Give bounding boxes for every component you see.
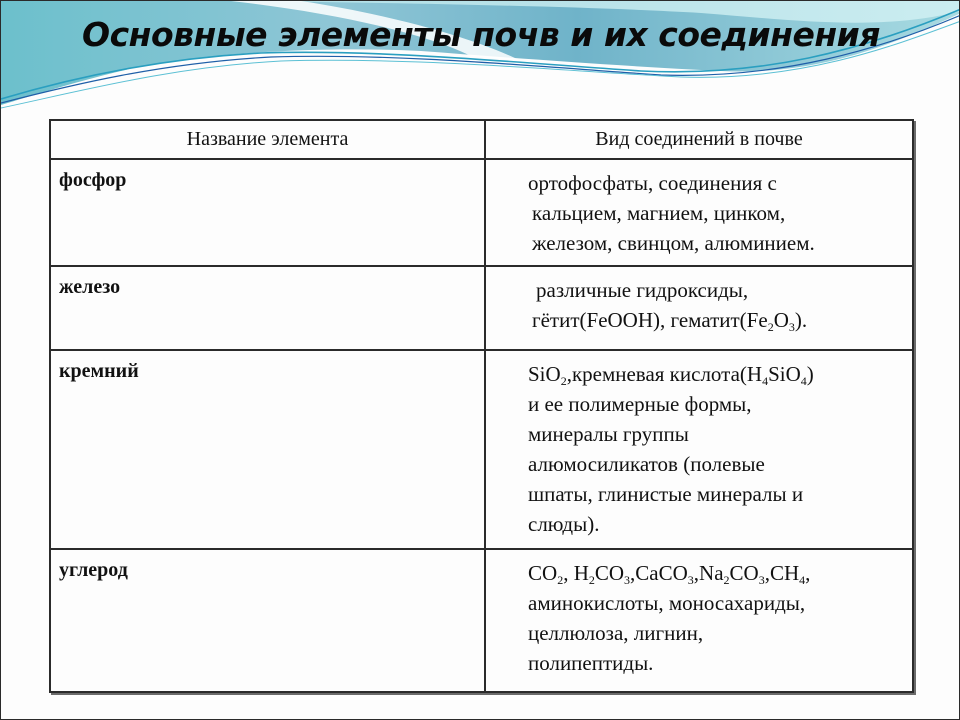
slide-title: Основные элементы почв и их соединения — [82, 15, 880, 54]
element-name-cell: кремний — [50, 350, 485, 549]
subscript: 3 — [624, 573, 631, 587]
compounds-line — [528, 558, 902, 588]
compounds-cell — [485, 549, 913, 692]
subscript: 4 — [800, 374, 807, 388]
compounds-line: шпаты, глинистые минералы и — [528, 482, 804, 506]
text-fragment: ,кремневая кислота(H — [566, 362, 763, 386]
element-name-cell: углерод — [50, 549, 485, 692]
text-fragment: , H — [563, 561, 589, 585]
table-row — [50, 266, 913, 350]
text-fragment: O — [773, 308, 789, 332]
subscript: 2 — [557, 573, 564, 587]
subscript: 4 — [762, 374, 769, 388]
compounds-line: различные гидроксиды, — [536, 278, 749, 302]
header-compound-type: Вид соединений в почве — [485, 120, 913, 159]
table-header-row — [50, 120, 913, 159]
text-fragment: CO — [528, 561, 558, 585]
text-fragment: ,CH — [764, 561, 800, 585]
subscript: 3 — [788, 320, 795, 334]
text-fragment: SiO — [768, 362, 801, 386]
table-row — [50, 350, 913, 549]
element-name-cell: железо — [50, 266, 485, 350]
text-fragment: SiO — [528, 362, 561, 386]
soil-elements-table — [49, 119, 914, 693]
text-fragment: CO — [729, 561, 759, 585]
text-fragment: ). — [794, 308, 808, 332]
compounds-cell — [485, 350, 913, 549]
compounds-line: полипептиды. — [528, 651, 654, 675]
subscript: 2 — [767, 320, 774, 334]
compounds-line: минералы группы — [528, 422, 689, 446]
compounds-line: ортофосфаты, соединения с — [528, 171, 777, 195]
compounds-line — [528, 305, 902, 335]
subscript: 2 — [723, 573, 730, 587]
compounds-line: и ее полимерные формы, — [528, 392, 752, 416]
subscript: 3 — [758, 573, 765, 587]
compounds-cell — [485, 159, 913, 266]
text-fragment: CO — [594, 561, 625, 585]
header-element-name: Название элемента — [50, 120, 485, 159]
compounds-line: алюмосиликатов (полевые — [528, 452, 765, 476]
subscript: 2 — [560, 374, 567, 388]
element-name-cell: фосфор — [50, 159, 485, 266]
text-fragment: гётит(FeOOH), гематит(Fe — [532, 308, 768, 332]
text-fragment: , — [805, 561, 811, 585]
text-fragment: ,CaCO — [630, 561, 688, 585]
compounds-line — [528, 359, 902, 389]
compounds-line: слюды). — [528, 512, 600, 536]
table-row — [50, 159, 913, 266]
compounds-line: целлюлоза, лигнин, — [528, 621, 704, 645]
compounds-line: аминокислоты, моносахариды, — [528, 591, 806, 615]
table-row — [50, 549, 913, 692]
compounds-line: кальцием, магнием, цинком, — [532, 201, 786, 225]
text-fragment: ,Na — [693, 561, 724, 585]
compounds-cell — [485, 266, 913, 350]
compounds-line: железом, свинцом, алюминием. — [532, 231, 815, 255]
subscript: 4 — [799, 573, 806, 587]
subscript: 3 — [687, 573, 694, 587]
text-fragment: ) — [806, 362, 814, 386]
subscript: 2 — [588, 573, 595, 587]
